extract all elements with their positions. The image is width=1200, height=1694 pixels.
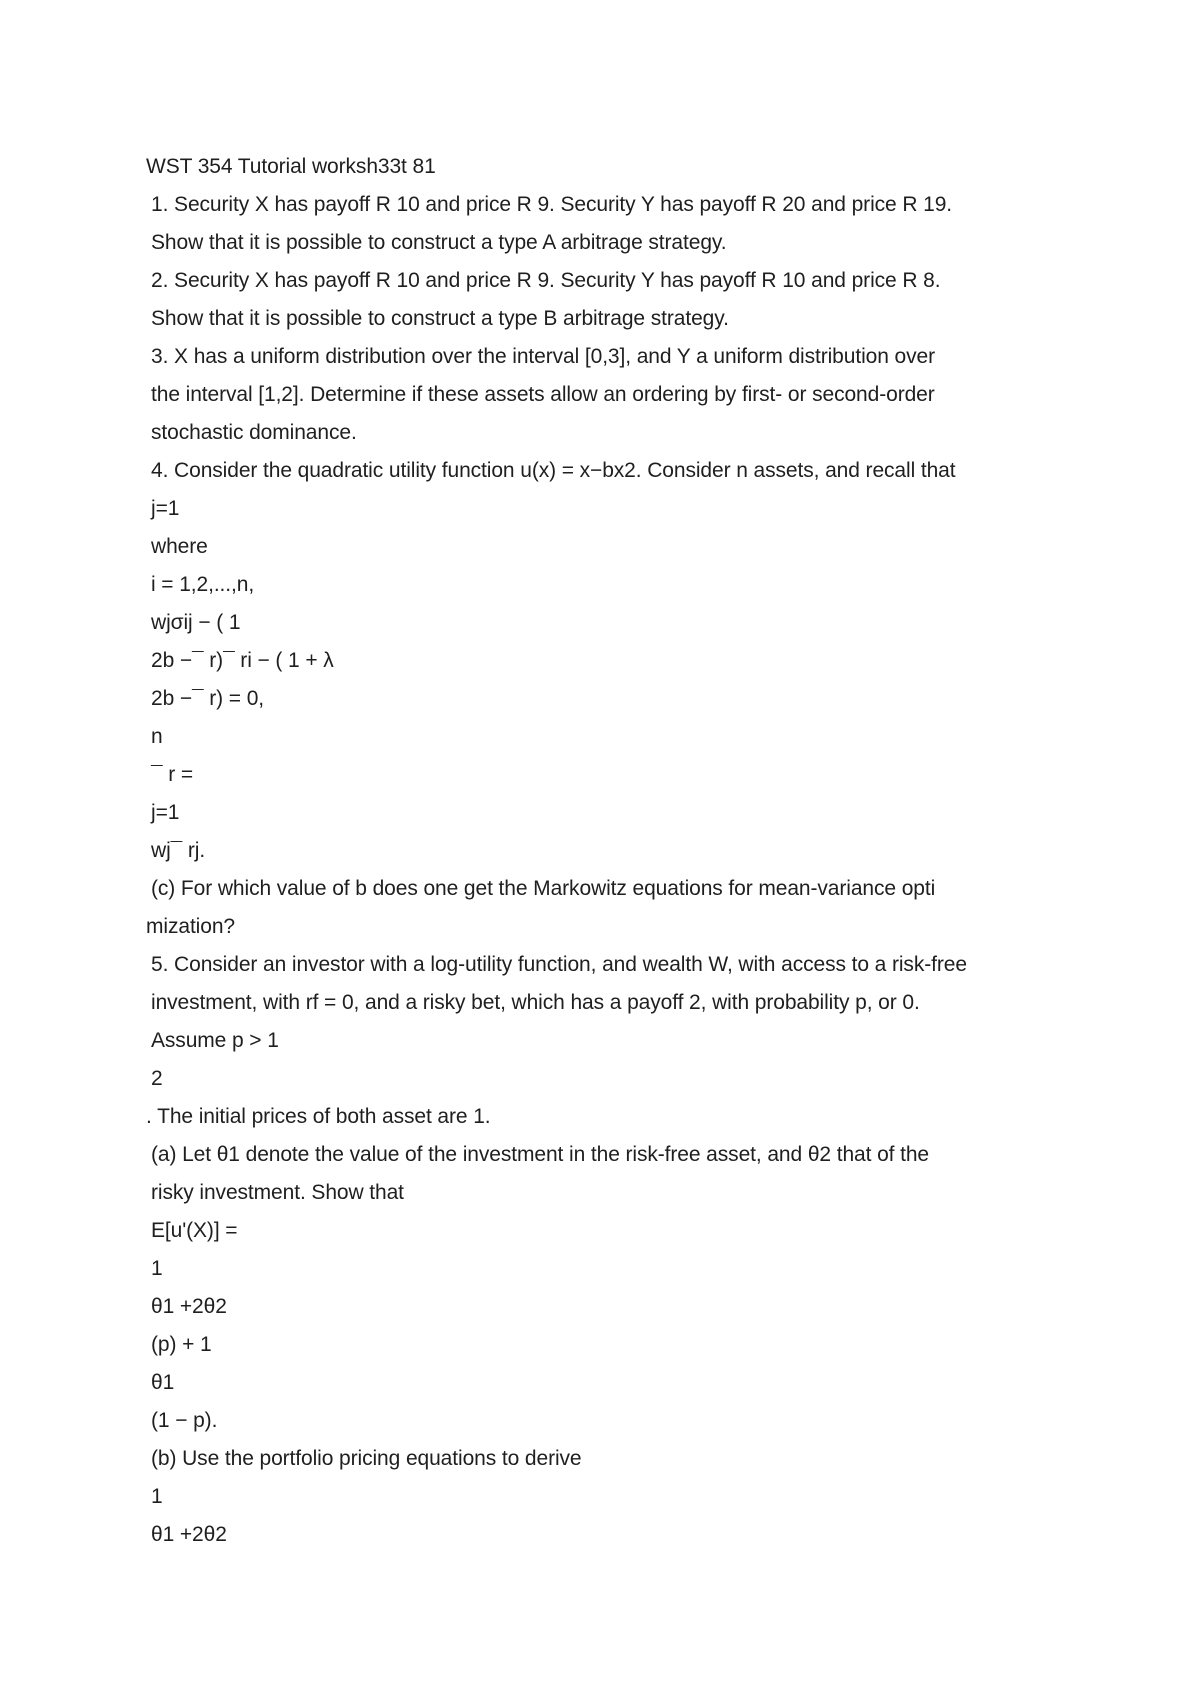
text-line: 1 [151, 1485, 163, 1508]
text-line: 2. Security X has payoff R 10 and price R 9. Security Y has payoff R 10 and price R 8. [151, 269, 941, 292]
text-line: j=1 [151, 801, 180, 824]
text-line: θ1 +2θ2 [151, 1523, 227, 1546]
text-line: 1 [151, 1257, 163, 1280]
text-line: where [151, 535, 208, 558]
text-line: the interval [1,2]. Determine if these assets allow an ordering by first- or second-order [151, 383, 935, 406]
text-line: . The initial prices of both asset are 1. [146, 1105, 491, 1128]
text-line: (a) Let θ1 denote the value of the investment in the risk-free asset, and θ2 that of the [151, 1143, 930, 1166]
text-line: θ1 +2θ2 [151, 1295, 227, 1318]
text-line: investment, with rf = 0, and a risky bet, which has a payoff 2, with probability p, or 0. [151, 991, 920, 1014]
text-line: (p) + 1 [151, 1333, 212, 1356]
text-line: 1. Security X has payoff R 10 and price R 9. Security Y has payoff R 20 and price R 19. [151, 193, 953, 216]
text-line: 2 [151, 1067, 163, 1090]
text-line: θ1 [151, 1371, 175, 1394]
text-line: risky investment. Show that [151, 1181, 404, 1204]
text-line: Show that it is possible to construct a type B arbitrage strategy. [151, 307, 729, 330]
document-title: WST 354 Tutorial worksh33t 81 [146, 155, 436, 178]
text-line: wj¯ rj. [151, 839, 206, 862]
text-line: ¯ r = [151, 763, 194, 786]
text-line: 2b −¯ r) = 0, [151, 687, 265, 710]
text-line: 4. Consider the quadratic utility function u(x) = x−bx2. Consider n assets, and recall that [151, 459, 956, 482]
text-line: E[u'(X)] = [151, 1219, 238, 1242]
text-line: 3. X has a uniform distribution over the interval [0,3], and Y a uniform distribution over [151, 345, 935, 368]
text-line: (c) For which value of b does one get the Markowitz equations for mean-variance opti [151, 877, 936, 900]
text-line: stochastic dominance. [151, 421, 357, 444]
text-line: i = 1,2,...,n, [151, 573, 255, 596]
text-line: mization? [146, 915, 235, 938]
text-line: (b) Use the portfolio pricing equations to derive [151, 1447, 582, 1470]
text-line: j=1 [151, 497, 180, 520]
text-line: Show that it is possible to construct a type A arbitrage strategy. [151, 231, 727, 254]
text-line: (1 − p). [151, 1409, 218, 1432]
text-line: Assume p > 1 [151, 1029, 279, 1052]
text-line: 2b −¯ r)¯ ri − ( 1 + λ [151, 649, 334, 672]
text-line: 5. Consider an investor with a log-utility function, and wealth W, with access to a risk-free [151, 953, 967, 976]
text-line: n [151, 725, 163, 748]
text-line: wjσij − ( 1 [151, 611, 241, 634]
